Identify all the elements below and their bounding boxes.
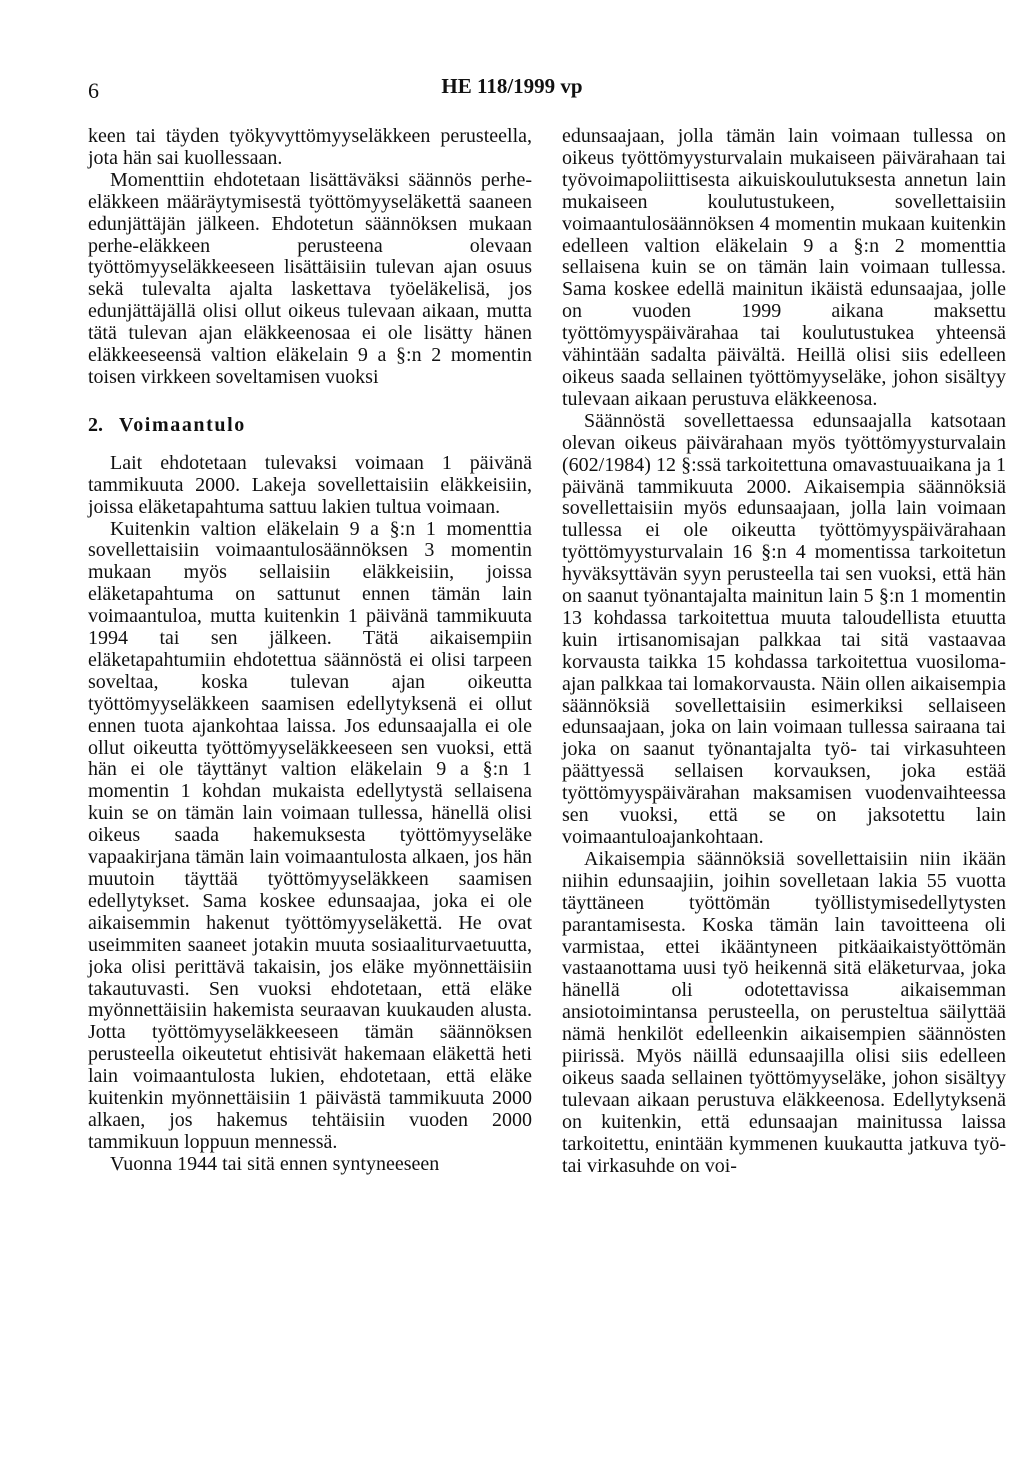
paragraph: Momenttiin ehdotetaan lisättäväksi säännös perhe-eläkkeen määräytymisestä työttömyyseläkettä saaneen edunjättäjän jälkeen. Ehdotetun säännöksen mukaan perhe-eläkkeen perusteena olevaan työttömyyseläkkeeseen lisättäisiin tulevan ajan osuus sekä tulevalta ajalta laskettava työeläkelisä, jos edunjättäjällä olisi ollut oikeus tulevaan aikaan, mutta tätä tulevan ajan eläkkeenosaa ei ole lisätty hänen eläkkeeseensä valtion eläkelain 9 a §:n 2 momentin toisen virkkeen soveltamisen vuoksi <box>88 168 532 388</box>
paragraph: Vuonna 1944 tai sitä ennen syntyneeseen <box>110 1152 440 1175</box>
section-heading <box>88 415 532 437</box>
paragraph: edunsaajaan, jolla tämän lain voimaan tullessa on oikeus työttömyysturvalain mukaiseen päivärahaan tai työvoimapoliittisesta aikuiskoulutuksesta annetun lain mukaiseen koulutustukeen, sovellettaisiin voimaantulosäännöksen 4 momentin mukaan kuitenkin edelleen valtion eläkelain 9 a §:n 2 momenttia sellaisena kuin se on tämän lain voimaan tullessa. Sama koskee edellä mainitun ikäistä edunsaajaa, jolle on vuoden 1999 aikana maksettu työttömyyspäivärahaa tai koulutustukea yhteensä vähintään sadalta päivältä. Heillä olisi siis edelleen oikeus saada sellainen työttömyyseläke, johon sisältyy tulevaan aikaan perustuva eläkkeenosa. <box>562 125 1006 410</box>
section-number: 2. <box>88 413 103 436</box>
paragraph: Säännöstä sovellettaessa edunsaajalla katsotaan olevan oikeus päivärahaan myös työttömyysturvalain (602/1984) 12 §:ssä tarkoitettuna omavastuuaikana ja 1 päivänä tammikuuta 2000. Aikaisempia säännöksiä sovellettaisiin myös edunsaajaan, jolla lain voimaan tullessa ei ole oikeutta työttömyyspäivärahaan työttömyysturvalain 16 §:n 4 momentissa tarkoitetun hyväksyttävän syyn perusteella tai sen vuoksi, että hän on saanut työnantajalta mainitun lain 5 §:n 1 momentin 13 kohdassa tarkoitettua muuta taloudellista etuutta kuin irtisanomisajan palkkaa tai sitä vastaavaa korvausta taikka 15 kohdassa tarkoitettua vuosiloma-ajan palkkaa tai lomakorvausta. Näin ollen aikaisempia säännöksiä sovellettaisiin esimerkiksi sellaiseen edunsaajaan, joka on lain voimaan tullessa sairaana tai joka on saanut työnantajalta työ- tai virkasuhteen päättyessä sellaisen korvauksen, joka estää työttömyyspäivärahan maksamisen vuodenvaihteessa sen vuoksi, että se on jaksotettu lain voimaantuloajankohtaan. <box>562 409 1006 848</box>
paragraph: Aikaisempia säännöksiä sovellettaisiin niin ikään niihin edunsaajiin, joihin sovelletaan lakia 55 vuotta täyttäneen työttömän työllistymisedellytysten parantamisesta. Koska tämän lain tavoitteena oli varmistaa, ettei ikääntyneen pitkäaikaistyöttömän vastaanottama uusi työ heikennä sitä eläketurvaa, joka hänellä oli odotettavissa aikaisemman ansiotoimintansa perusteella, on perusteltua säilyttää nämä henkilöt edelleenkin aikaisempien säännösten piirissä. Myös näillä edunsaajilla olisi siis edelleen oikeus saada sellainen työttömyyseläke, johon sisältyy tulevaan aikaan perustuva eläkkeenosa. Edellytyksenä on kuitenkin, että edunsaajan mainitussa laissa tarkoitettu, enintään kymmenen kuukautta jatkuva työ- tai virkasuhde on voi- <box>562 847 1006 1177</box>
document-id-header: HE 118/1999 vp <box>441 74 583 98</box>
section-title: Voimaantulo <box>119 413 246 436</box>
paragraph: Kuitenkin valtion eläkelain 9 a §:n 1 momenttia sovellettaisiin voimaantulosäännöksen 3 momentin mukaan myös sellaisiin eläkkeisiin, joissa eläketapahtuma on sattunut ennen tämän lain voimaantuloa, mutta kuitenkin 1 päivänä tammikuuta 1994 tai sen jälkeen. Tätä aikaisempiin eläketapahtumiin ehdotettua säännöstä ei olisi tarpeen soveltaa, koska tulevan ajan oikeutta työttömyyseläkkeen saamisen edellytyksenä ei ollut ennen tuota ajankohtaa laissa. Jos edunsaajalla ei ole ollut oikeutta työttömyyseläkkeeseen sen vuoksi, että hän ei ole täyttänyt valtion eläkelain 9 a §:n 1 momentin 1 kohdan mukaista edellytystä sellaisena kuin se on tämän lain voimaan tullessa, hänellä olisi oikeus saada hakemuksesta työttömyyseläke vapaakirjana tämän lain voimaantulosta alkaen, jos hän muutoin täyttää työttömyyseläkkeen saamisen edellytykset. Sama koskee edunsaajaa, joka ei ole aikaisemmin hakenut työttömyyseläkettä. He ovat useimmiten saaneet jotakin muuta sosiaaliturvaetuutta, joka olisi perittävä takaisin, jos eläke myönnettäisiin takautuvasti. Sen vuoksi ehdotetaan, että eläke myönnettäisiin hakemista seuraavan kuukauden alusta. Jotta työttömyyseläkkeeseen tämän säännöksen perusteella oikeutetut ehtisivät hakemaan eläkettä heti lain voimaantulosta lukien, ehdotetaan, että eläke kuitenkin myönnettäisiin 1 päivästä tammikuuta 2000 alkaen, jos hakemus tehtäisiin vuoden 2000 tammikuun loppuun mennessä. <box>88 517 532 1153</box>
paragraph: Lait ehdotetaan tulevaksi voimaan 1 päivänä tammikuuta 2000. Lakeja sovellettaisiin eläkkeisiin, joissa eläketapahtuma sattuu lakien tultua voimaan. <box>88 451 532 518</box>
left-column <box>88 126 532 1176</box>
paragraph: keen tai täyden työkyvyttömyyseläkkeen perusteella, jota hän sai kuollessaan. <box>88 125 532 169</box>
right-column <box>562 126 1006 1178</box>
page-number: 6 <box>88 78 99 103</box>
